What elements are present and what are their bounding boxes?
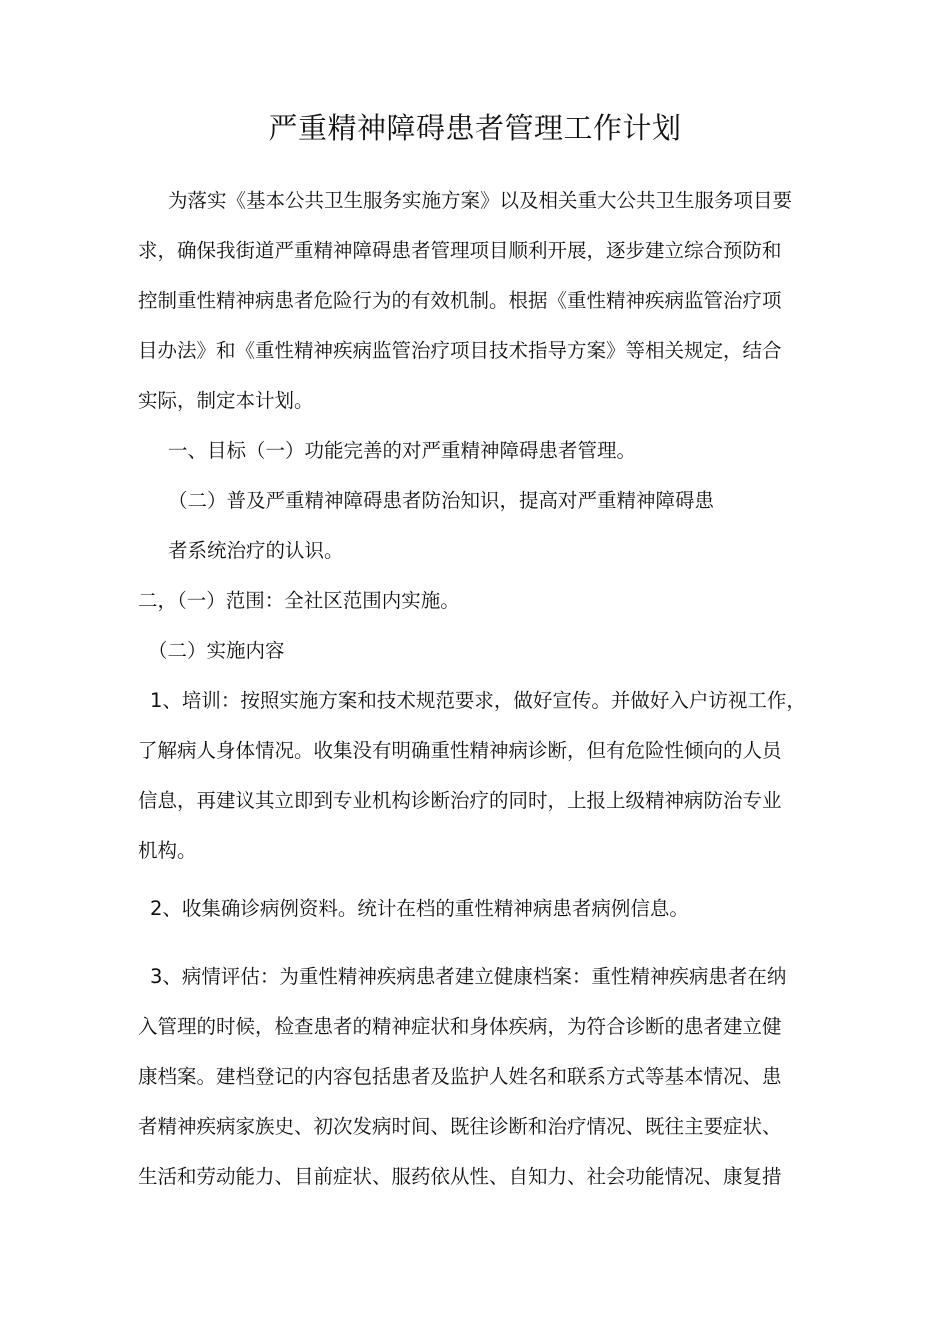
paragraph-line: 生活和劳动能力、目前症状、服药依从性、自知力、社会功能情况、康复措 bbox=[138, 1165, 782, 1188]
paragraph-line: 康档案。建档登记的内容包括患者及监护人姓名和联系方式等基本情况、患 bbox=[138, 1065, 782, 1088]
document-title: 严重精神障碍患者管理工作计划 bbox=[268, 111, 682, 145]
paragraph-line: 信息，再建议其立即到专业机构诊断治疗的同时，上报上级精神病防治专业 bbox=[138, 789, 782, 812]
list-item-training: 1、培训：按照实施方案和技术规范要求，做好宣传。并做好入户访视工作， bbox=[150, 689, 806, 712]
paragraph-line: 了解病人身体情况。收集没有明确重性精神病诊断，但有危险性倾向的人员 bbox=[138, 739, 782, 762]
list-item-collect-cases: 2、收集确诊病例资料。统计在档的重性精神病患者病例信息。 bbox=[150, 897, 689, 920]
paragraph-line: 实际，制定本计划。 bbox=[138, 389, 314, 412]
paragraph-line: 目办法》和《重性精神疾病监管治疗项目技术指导方案》等相关规定，结合 bbox=[138, 339, 782, 362]
paragraph-line: 控制重性精神病患者危险行为的有效机制。根据《重性精神疾病监管治疗项 bbox=[138, 289, 782, 312]
paragraph-line: 机构。 bbox=[138, 839, 197, 862]
list-item-assessment: 3、病情评估：为重性精神疾病患者建立健康档案：重性精神疾病患者在纳 bbox=[150, 965, 787, 988]
goal-item-continued: 者系统治疗的认识。 bbox=[168, 539, 344, 562]
subsection-heading-content: （二）实施内容 bbox=[148, 639, 285, 662]
paragraph-line: 入管理的时候，检查患者的精神症状和身体疾病，为符合诊断的患者建立健 bbox=[138, 1015, 782, 1038]
paragraph-line: 者精神疾病家族史、初次发病时间、既往诊断和治疗情况、既往主要症状、 bbox=[138, 1115, 782, 1138]
goal-item: （二）普及严重精神障碍患者防治知识，提高对严重精神障碍患 bbox=[168, 489, 715, 512]
paragraph-line: 求，确保我街道严重精神障碍患者管理项目顺利开展，逐步建立综合预防和 bbox=[138, 239, 782, 262]
section-heading-goals: 一、目标（一）功能完善的对严重精神障碍患者管理。 bbox=[168, 439, 637, 462]
section-heading-scope: 二，（一）范围：全社区范围内实施。 bbox=[138, 589, 460, 612]
paragraph-line: 为落实《基本公共卫生服务实施方案》以及相关重大公共卫生服务项目要 bbox=[168, 189, 793, 212]
